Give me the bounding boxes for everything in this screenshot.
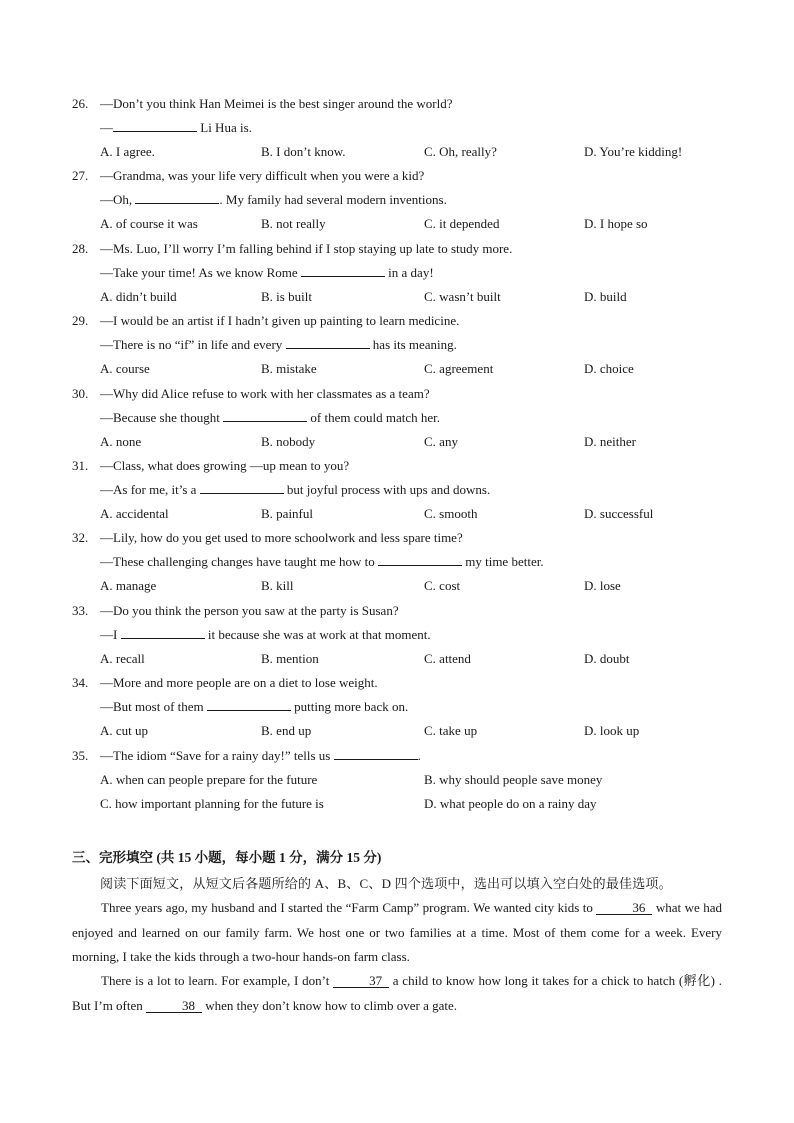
question-prompt: —The idiom “Save for a rainy day!” tells us . bbox=[100, 748, 421, 763]
answer-blank[interactable] bbox=[113, 120, 197, 132]
question-prompt: —Do you think the person you saw at the party is Susan? bbox=[100, 602, 399, 618]
option-b[interactable]: B. painful bbox=[261, 506, 313, 521]
option-b[interactable]: B. not really bbox=[261, 216, 326, 232]
option-c[interactable]: C. how important planning for the future is bbox=[100, 796, 324, 811]
answer-blank[interactable] bbox=[121, 627, 205, 639]
question-prompt: —Grandma, was your life very difficult when you were a kid? bbox=[100, 168, 425, 184]
answer-blank[interactable] bbox=[200, 482, 284, 494]
answer-blank[interactable] bbox=[135, 192, 219, 204]
option-a[interactable]: A. course bbox=[100, 361, 150, 377]
option-d[interactable]: D. choice bbox=[584, 361, 634, 377]
option-d[interactable]: D. what people do on a rainy day bbox=[424, 796, 597, 811]
section-title: 三、完形填空 (共 15 小题，每小题 1 分，满分 15 分) bbox=[72, 850, 382, 865]
option-a[interactable]: A. none bbox=[100, 433, 142, 449]
answer-blank[interactable] bbox=[286, 337, 370, 349]
answer-blank[interactable] bbox=[207, 699, 291, 711]
option-b[interactable]: B. I don’t know. bbox=[261, 144, 346, 159]
option-b[interactable]: B. kill bbox=[261, 578, 294, 594]
question-number: 34. bbox=[72, 675, 89, 691]
question-number: 30. bbox=[72, 385, 89, 401]
question-number: 33. bbox=[72, 602, 89, 618]
answer-blank[interactable] bbox=[301, 265, 385, 277]
question-prompt: —Ms. Luo, I’ll worry I’m falling behind if I stop staying up late to study more. bbox=[100, 240, 513, 256]
option-c[interactable]: C. take up bbox=[424, 723, 478, 739]
option-c[interactable]: C. agreement bbox=[424, 361, 494, 377]
option-b[interactable]: B. why should people save money bbox=[424, 772, 603, 787]
option-d[interactable]: D. neither bbox=[584, 433, 636, 449]
question-number: 35. bbox=[72, 748, 89, 763]
option-d[interactable]: D. You’re kidding! bbox=[584, 144, 683, 159]
question-prompt: —Lily, how do you get used to more schoolwork and less spare time? bbox=[100, 530, 463, 546]
question-prompt: —I would be an artist if I hadn’t given up painting to learn medicine. bbox=[100, 313, 460, 329]
option-b[interactable]: B. end up bbox=[261, 723, 312, 739]
option-a[interactable]: A. I agree. bbox=[100, 144, 155, 159]
option-d[interactable]: D. I hope so bbox=[584, 216, 648, 232]
option-c[interactable]: C. Oh, really? bbox=[424, 144, 497, 159]
question-response: —I it because she was at work at that moment. bbox=[100, 626, 431, 642]
option-c[interactable]: C. smooth bbox=[424, 506, 478, 521]
blank-36[interactable]: 36 bbox=[596, 901, 652, 915]
question-number: 28. bbox=[72, 240, 89, 256]
option-b[interactable]: B. mistake bbox=[261, 361, 317, 377]
section-instruction: 阅读下面短文，从短文后各题所给的 A、B、C、D 四个选项中，选出可以填入空白处的最佳选项。 bbox=[100, 876, 672, 891]
question-response: —As for me, it’s a but joyful process with ups and downs. bbox=[100, 482, 491, 497]
option-a[interactable]: A. manage bbox=[100, 578, 157, 594]
option-c[interactable]: C. it depended bbox=[424, 216, 500, 232]
question-number: 29. bbox=[72, 313, 89, 329]
option-d[interactable]: D. lose bbox=[584, 578, 621, 594]
question-number: 32. bbox=[72, 530, 89, 546]
option-a[interactable]: A. accidental bbox=[100, 506, 169, 521]
question-number: 27. bbox=[72, 168, 89, 184]
blank-37[interactable]: 37 bbox=[333, 974, 389, 988]
option-a[interactable]: A. when can people prepare for the future bbox=[100, 772, 318, 787]
question-response: — Li Hua is. bbox=[100, 120, 252, 135]
question-response: —But most of them putting more back on. bbox=[100, 699, 409, 715]
option-a[interactable]: A. cut up bbox=[100, 723, 149, 739]
option-c[interactable]: C. attend bbox=[424, 650, 471, 666]
answer-blank[interactable] bbox=[223, 410, 307, 422]
option-a[interactable]: A. didn’t build bbox=[100, 288, 177, 304]
blank-38[interactable]: 38 bbox=[146, 999, 202, 1013]
option-c[interactable]: C. any bbox=[424, 433, 458, 449]
question-prompt: —Why did Alice refuse to work with her classmates as a team? bbox=[100, 385, 430, 401]
question-response: —There is no “if” in life and every has its meaning. bbox=[100, 337, 457, 353]
question-number: 26. bbox=[72, 96, 89, 111]
passage-paragraph-2: There is a lot to learn. For example, I don’t 37 a child to know how long it takes for a chick to hatch (孵化) . But I’m often 38 when they don’t know how to climb over a gate. bbox=[72, 973, 723, 1013]
option-c[interactable]: C. wasn’t built bbox=[424, 288, 501, 304]
answer-blank[interactable] bbox=[334, 748, 418, 760]
option-d[interactable]: D. doubt bbox=[584, 650, 630, 666]
option-d[interactable]: D. successful bbox=[584, 506, 654, 521]
answer-blank[interactable] bbox=[378, 554, 462, 566]
option-a[interactable]: A. recall bbox=[100, 650, 145, 666]
question-response: —Oh, . My family had several modern inventions. bbox=[100, 192, 447, 208]
option-b[interactable]: B. mention bbox=[261, 650, 319, 666]
passage-paragraph-1: Three years ago, my husband and I started the “Farm Camp” program. We wanted city kids to 36 what we had enjoyed and learned on our family farm. We host one or two families at a time. Most of them come for a week. Every morning, I take the kids through a two-hour hands-on farm class. bbox=[72, 900, 722, 964]
question-response: —Because she thought of them could match her. bbox=[100, 409, 440, 425]
question-prompt: —Don’t you think Han Meimei is the best singer around the world? bbox=[100, 96, 453, 111]
option-b[interactable]: B. nobody bbox=[261, 433, 316, 449]
question-prompt: —Class, what does growing —up mean to you? bbox=[100, 458, 350, 473]
question-response: —These challenging changes have taught me how to my time better. bbox=[100, 554, 544, 570]
option-a[interactable]: A. of course it was bbox=[100, 216, 198, 232]
question-response: —Take your time! As we know Rome in a day! bbox=[100, 264, 434, 280]
option-d[interactable]: D. look up bbox=[584, 723, 640, 739]
question-number: 31. bbox=[72, 458, 89, 473]
option-c[interactable]: C. cost bbox=[424, 578, 461, 594]
option-b[interactable]: B. is built bbox=[261, 288, 312, 304]
option-d[interactable]: D. build bbox=[584, 288, 627, 304]
question-prompt: —More and more people are on a diet to lose weight. bbox=[100, 675, 378, 691]
